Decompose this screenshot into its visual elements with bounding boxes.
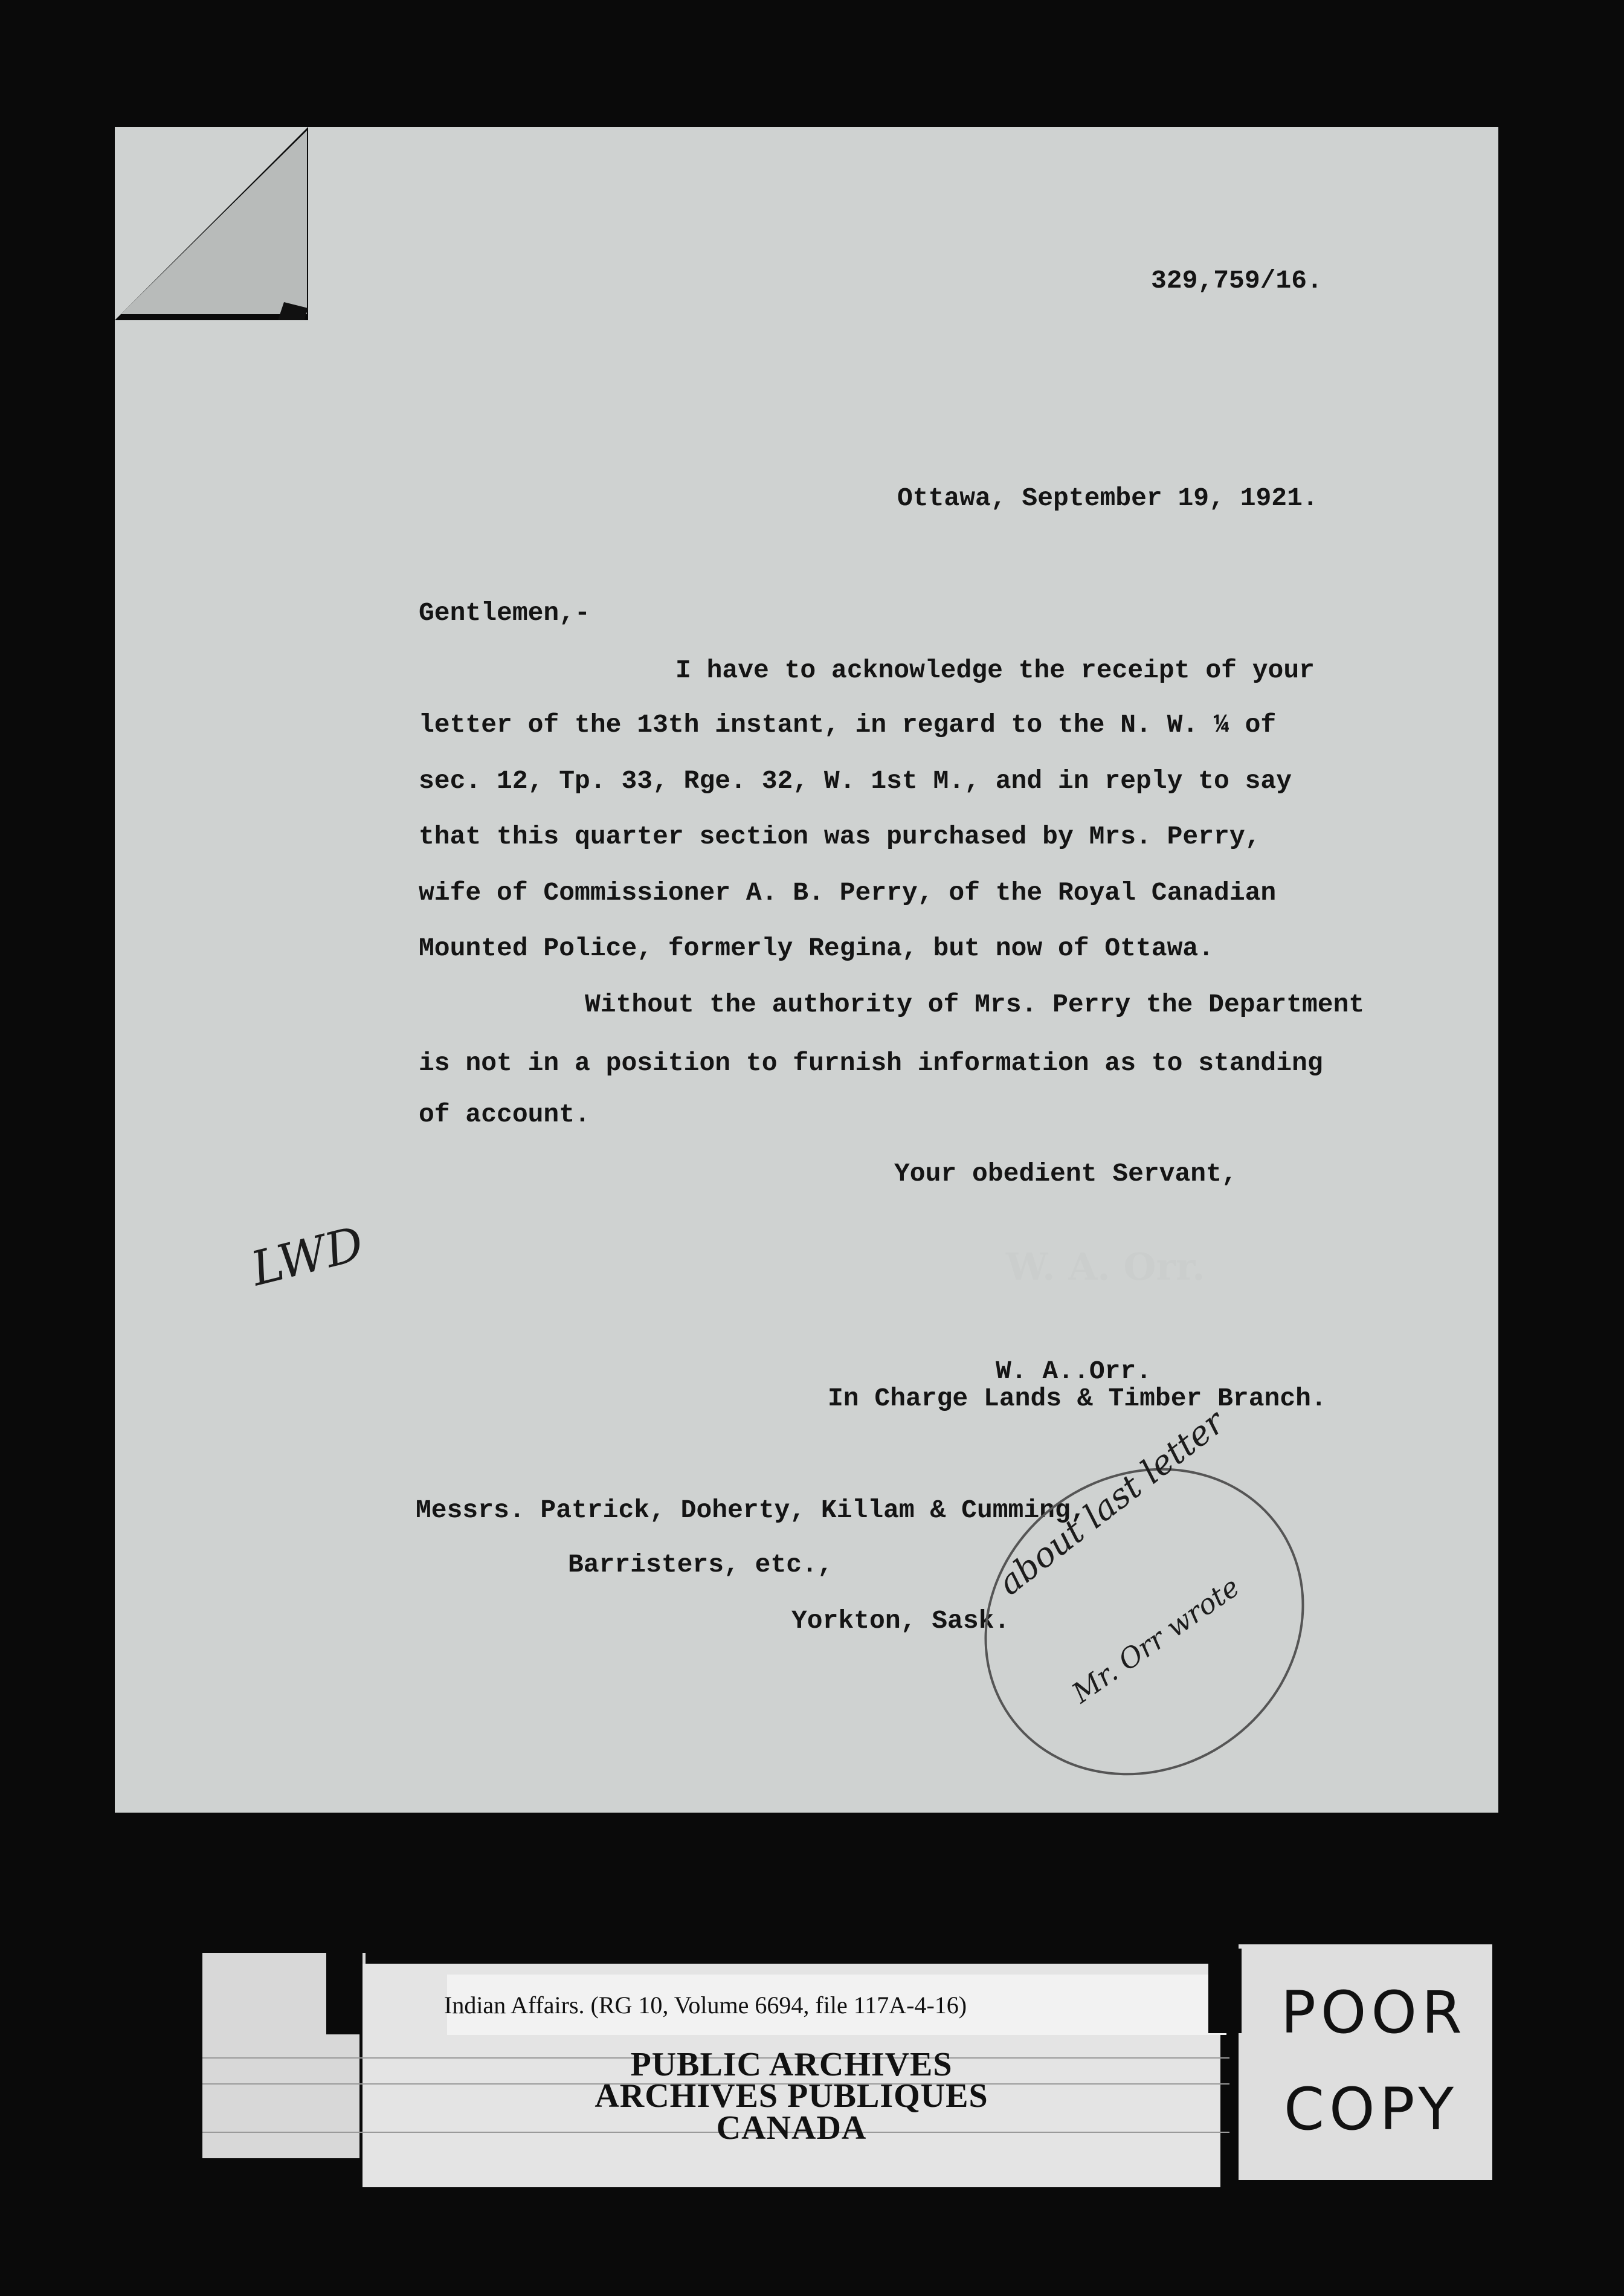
label-strip-left-lower bbox=[202, 2013, 359, 2158]
body-line: is not in a position to furnish information as to standing bbox=[419, 1048, 1323, 1078]
folded-corner bbox=[115, 127, 314, 320]
archive-title-1: PUBLIC ARCHIVES bbox=[630, 2046, 953, 2083]
addressee-line: Yorkton, Sask. bbox=[791, 1606, 1010, 1636]
body-line: I have to acknowledge the receipt of your bbox=[675, 656, 1315, 685]
signer-name: W. A..Orr. bbox=[996, 1356, 1152, 1386]
body-line: Mounted Police, formerly Regina, but now of Ottawa. bbox=[419, 934, 1214, 963]
body-line: of account. bbox=[419, 1100, 590, 1129]
signer-title: In Charge Lands & Timber Branch. bbox=[828, 1384, 1327, 1413]
handwritten-note-line: about last letter bbox=[990, 1402, 1232, 1604]
archive-reference: Indian Affairs. (RG 10, Volume 6694, file 117A-4-16) bbox=[444, 1991, 967, 2019]
file-number: 329,759/16. bbox=[1151, 266, 1323, 295]
addressee-line: Messrs. Patrick, Doherty, Killam & Cumming, bbox=[416, 1495, 1086, 1525]
quality-note-line: POOR bbox=[1281, 1979, 1467, 2046]
archive-title-3: CANADA bbox=[716, 2109, 867, 2147]
salutation: Gentlemen,- bbox=[419, 598, 590, 628]
signature-stamp: W. A. Orr. bbox=[1006, 1245, 1205, 1289]
handwritten-note-line: Mr. Orr wrote bbox=[1066, 1570, 1246, 1710]
body-line: letter of the 13th instant, in regard to the N. W. ¼ of bbox=[419, 710, 1277, 740]
quality-note-line: COPY bbox=[1284, 2075, 1459, 2143]
body-line: sec. 12, Tp. 33, Rge. 32, W. 1st M., and in reply to say bbox=[419, 766, 1292, 796]
quality-note-notch bbox=[1208, 1949, 1242, 2033]
archive-title-2: ARCHIVES PUBLIQUES bbox=[594, 2077, 988, 2115]
margin-initials: LWD bbox=[245, 1216, 369, 1297]
closing: Your obedient Servant, bbox=[894, 1159, 1237, 1188]
label-notch bbox=[326, 1953, 362, 2034]
dateline: Ottawa, September 19, 1921. bbox=[897, 483, 1318, 513]
body-line: Without the authority of Mrs. Perry the Department bbox=[585, 990, 1365, 1019]
addressee-line: Barristers, etc., bbox=[568, 1550, 833, 1579]
body-line: that this quarter section was purchased by Mrs. Perry, bbox=[419, 822, 1261, 851]
body-line: wife of Commissioner A. B. Perry, of the Royal Canadian bbox=[419, 878, 1277, 908]
